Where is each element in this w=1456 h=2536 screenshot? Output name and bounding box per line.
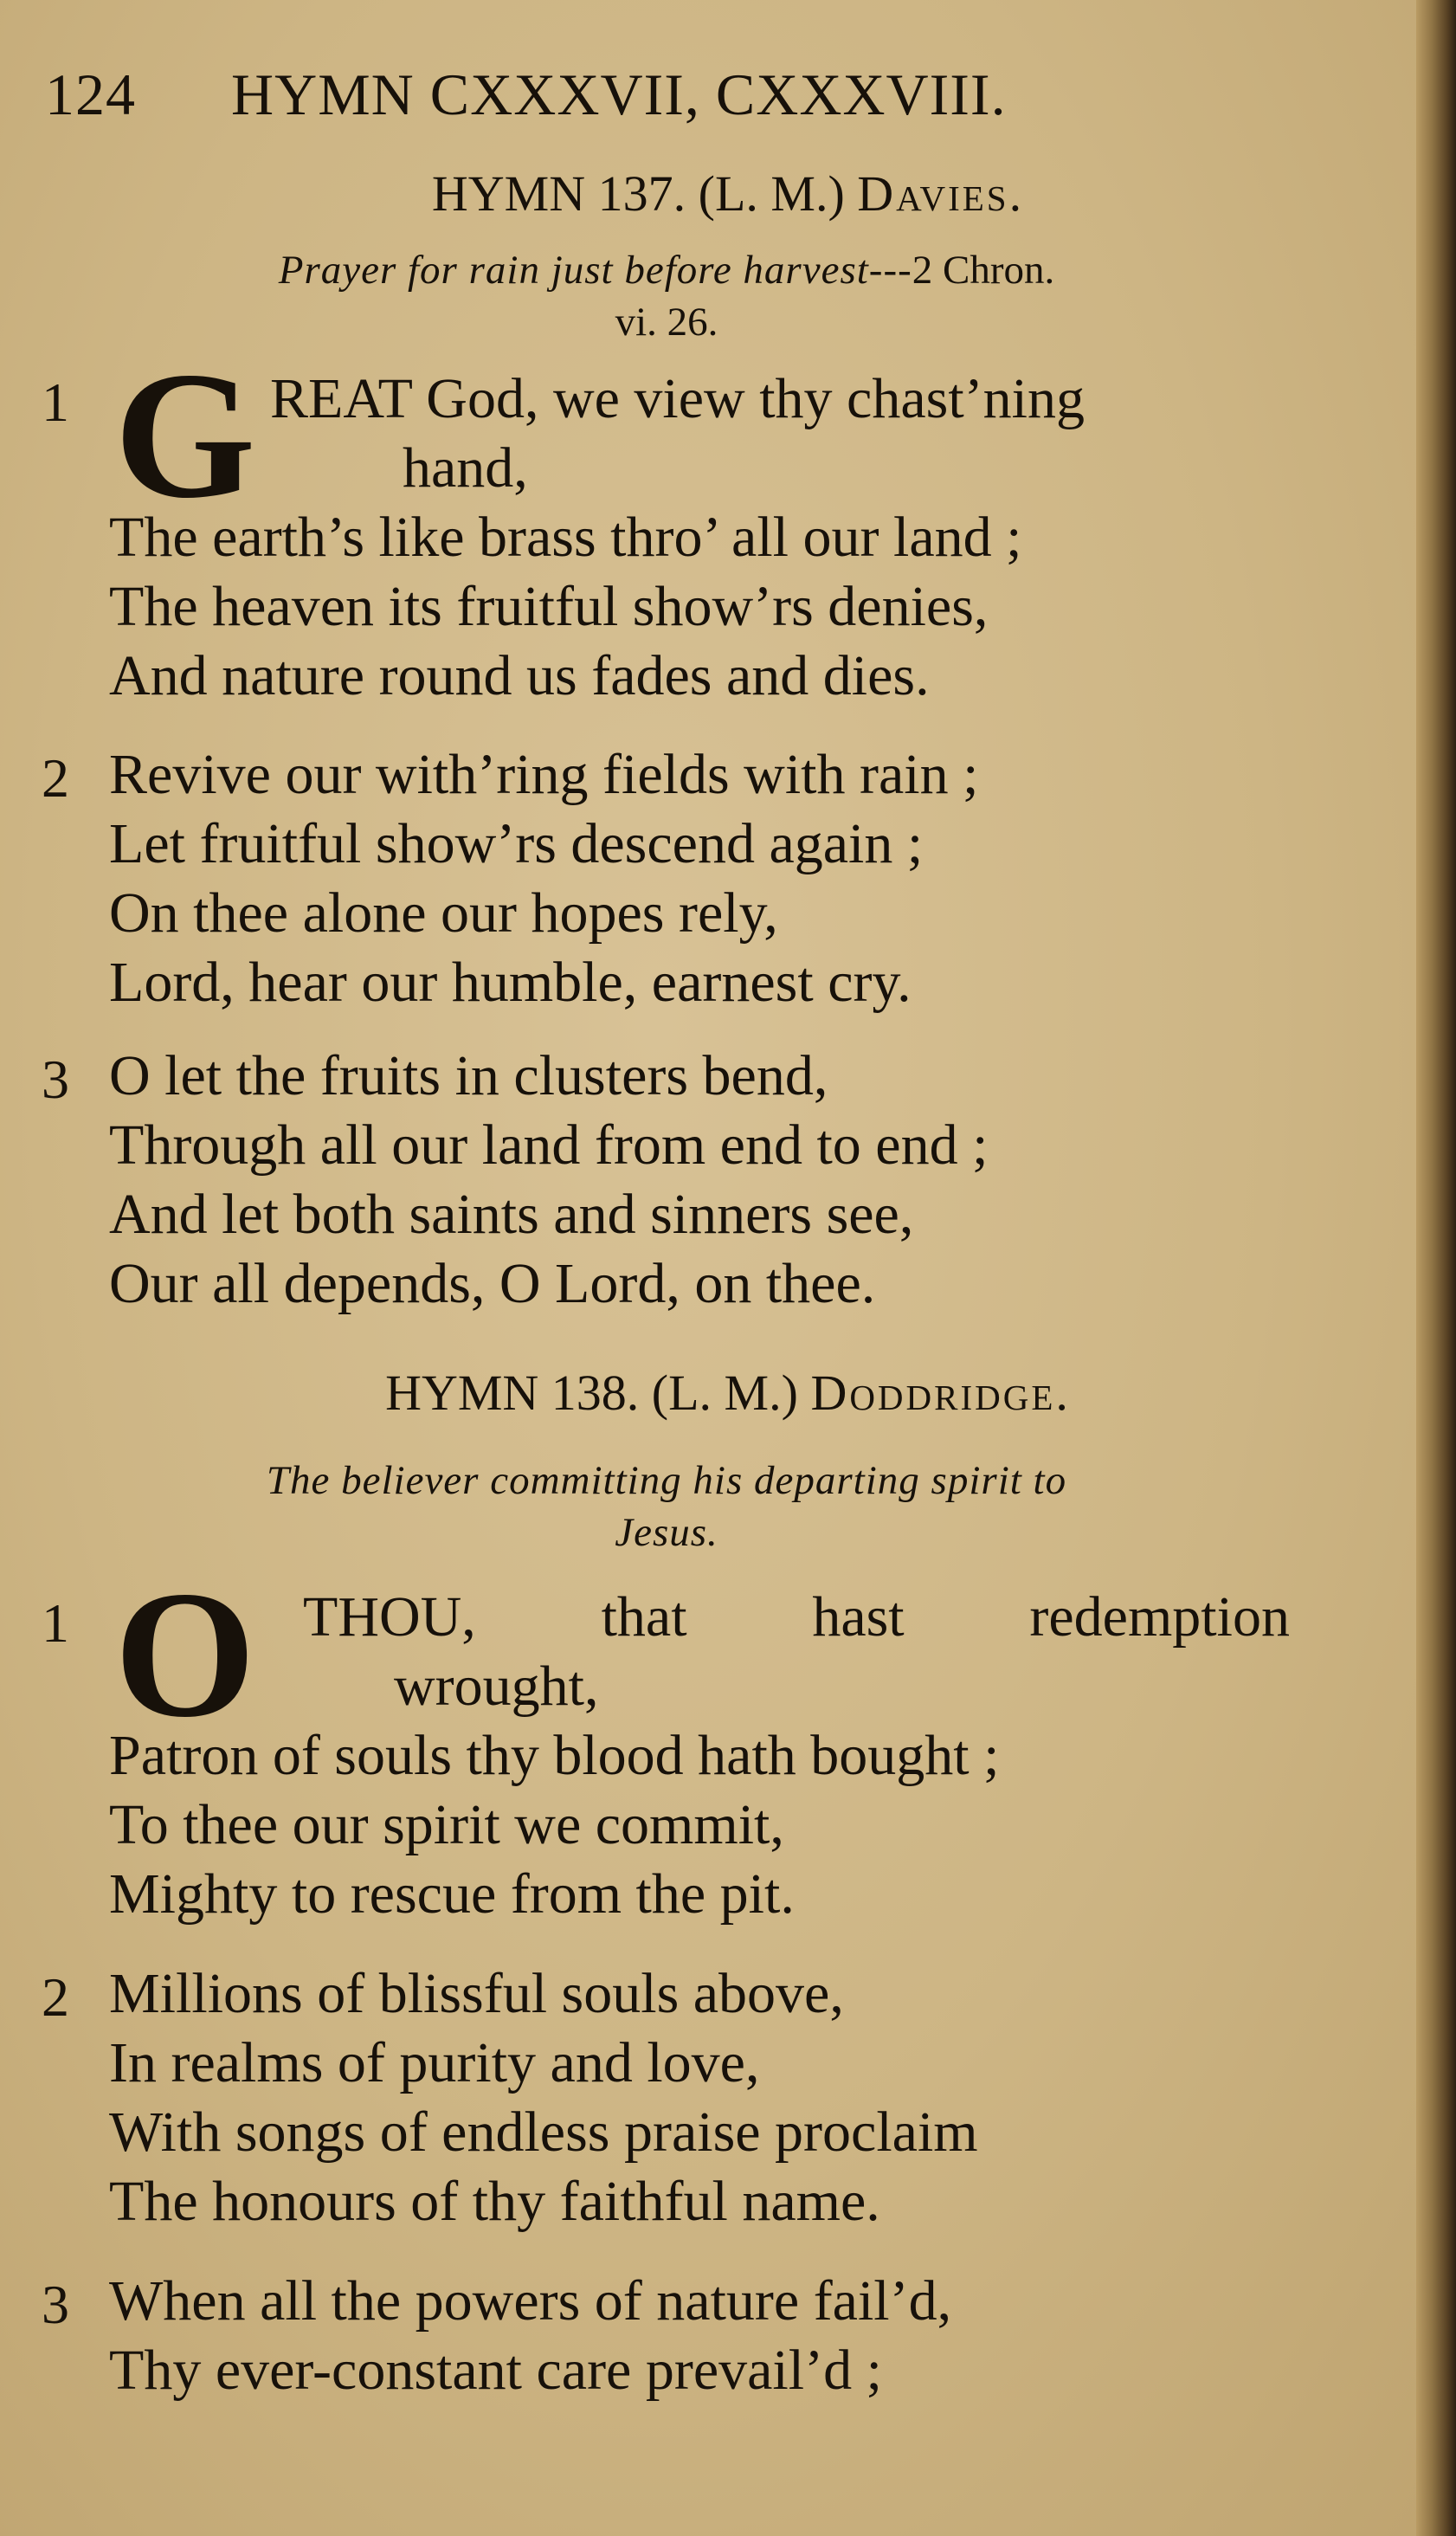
hymn-137-subtitle	[61, 244, 1272, 348]
hymn-137-subtitle-text: Prayer for rain just before harvest---	[278, 248, 912, 293]
verse-number: 3	[42, 2274, 69, 2335]
page-edge	[1416, 0, 1456, 2536]
hymn-138-title-main: HYMN 138. (L. M.)	[385, 1365, 811, 1421]
hymn-138-subtitle-line2: Jesus.	[615, 1510, 718, 1555]
verse-number: 1	[42, 371, 69, 433]
verse-line: REAT God, we view thy chast’ning	[270, 367, 1085, 430]
verse-line: hand,	[403, 436, 528, 500]
verse-line: And let both saints and sinners see,	[109, 1183, 914, 1246]
verse-word: hast	[812, 1585, 905, 1649]
verse-line: On thee alone our hopes rely,	[109, 881, 778, 945]
verse-line: Our all depends, O Lord, on thee.	[109, 1252, 876, 1315]
verse-word: redemption	[1029, 1585, 1290, 1649]
verse-line: Mighty to rescue from the pit.	[109, 1862, 795, 1926]
hymn-137-author: Davies.	[857, 165, 1025, 222]
verse-line: Patron of souls thy blood hath bought ;	[109, 1724, 1000, 1787]
verse-number: 1	[42, 1592, 69, 1654]
verse-number: 3	[42, 1049, 69, 1110]
verse-line: Thy ever-constant care prevail’d ;	[109, 2339, 882, 2402]
verse-line: And nature round us fades and dies.	[109, 644, 930, 707]
verse-number: 2	[42, 747, 69, 809]
page-number: 124	[45, 61, 136, 127]
verse-line: Millions of blissful souls above,	[109, 1962, 844, 2025]
drop-cap: G	[114, 335, 256, 536]
verse-line: The earth’s like brass thro’ all our land ;	[109, 506, 1022, 569]
verse-line: When all the powers of nature fail’d,	[109, 2269, 952, 2333]
verse-line: Let fruitful show’rs descend again ;	[109, 812, 924, 875]
hymn-137-scripture-ref: 2 Chron.	[912, 248, 1055, 293]
verse-line: wrought,	[394, 1655, 599, 1718]
verse-line: Revive our with’ring fields with rain ;	[109, 743, 979, 806]
verse-line: To thee our spirit we commit,	[109, 1793, 784, 1856]
verse-number: 2	[42, 1966, 69, 2028]
hymn-137-title-main: HYMN 137. (L. M.)	[431, 165, 858, 222]
hymn-138-subtitle	[61, 1455, 1272, 1558]
verse-word: THOU,	[303, 1585, 476, 1649]
hymn-138-subtitle-line1: The believer committing his departing spirit to	[266, 1458, 1067, 1503]
drop-cap: O	[114, 1554, 256, 1755]
hymn-138-author: Doddridge.	[810, 1365, 1071, 1421]
verse-line: O let the fruits in clusters bend,	[109, 1044, 828, 1107]
page-header	[45, 61, 1343, 139]
verse-word: that	[601, 1585, 687, 1649]
hymn-137-scripture-ref-verse: vi. 26.	[615, 300, 718, 345]
running-title: HYMN CXXXVII, CXXXVIII.	[231, 61, 1007, 127]
hymn-138-title	[0, 1364, 1456, 1422]
verse-line: With songs of endless praise proclaim	[109, 2100, 978, 2164]
hymn-137-title	[0, 165, 1456, 223]
verse-line	[303, 1584, 1290, 1650]
verse-line: The heaven its fruitful show’rs denies,	[109, 575, 989, 638]
verse-line: Lord, hear our humble, earnest cry.	[109, 951, 912, 1014]
verse-line: The honours of thy faithful name.	[109, 2170, 880, 2233]
verse-line: Through all our land from end to end ;	[109, 1113, 989, 1177]
verse-line: In realms of purity and love,	[109, 2031, 760, 2094]
